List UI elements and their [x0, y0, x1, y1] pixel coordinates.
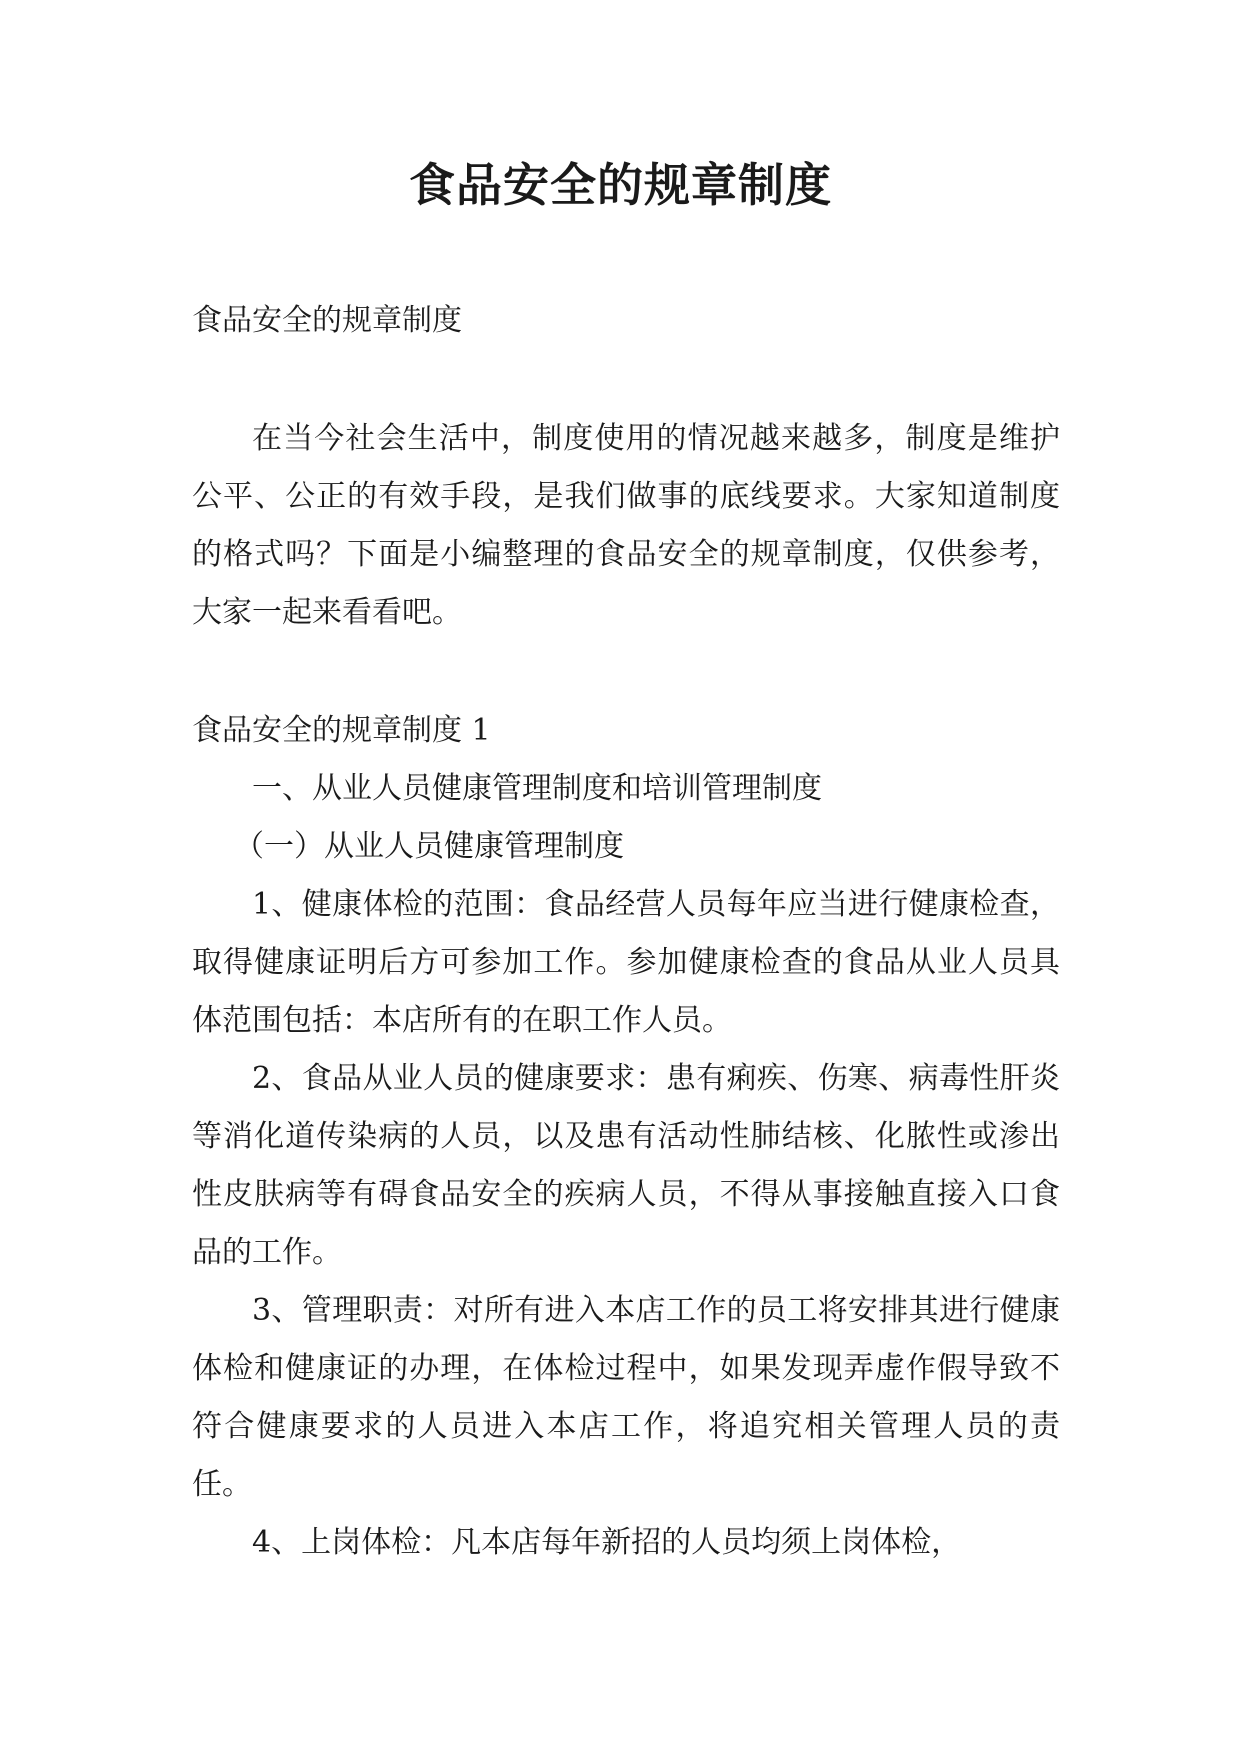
- section-title: 食品安全的规章制度 1: [192, 713, 491, 748]
- heading-level-1: 一、从业人员健康管理制度和培训管理制度: [252, 771, 822, 806]
- paragraph-management-duties: 3、管理职责：对所有进入本店工作的员工将安排其进行健康体检和健康证的办理，在体检过程中，如果发现弄虚作假导致不符合健康要求的人员进入本店工作，将追究相关管理人员的责任。: [192, 1293, 1060, 1502]
- document-title: 食品安全的规章制度: [409, 158, 832, 212]
- intro-paragraph: 在当今社会生活中，制度使用的情况越来越多，制度是维护公平、公正的有效手段，是我们做事的底线要求。大家知道制度的格式吗？下面是小编整理的食品安全的规章制度，仅供参考，大家一起来看看吧。: [192, 421, 1060, 630]
- document-subtitle: 食品安全的规章制度: [192, 303, 462, 338]
- document-body: [192, 292, 1060, 1572]
- paragraph-health-requirements: 2、食品从业人员的健康要求：患有痢疾、伤寒、病毒性肝炎等消化道传染病的人员，以及患有活动性肺结核、化脓性或渗出性皮肤病等有碍食品安全的疾病人员，不得从事接触直接入口食品的工作。: [192, 1061, 1060, 1270]
- heading-level-2: （一）从业人员健康管理制度: [234, 829, 624, 864]
- paragraph-health-check-scope: 1、健康体检的范围：食品经营人员每年应当进行健康检查，取得健康证明后方可参加工作。参加健康检查的食品从业人员具体范围包括：本店所有的在职工作人员。: [192, 887, 1060, 1038]
- paragraph-pre-job-check: 4、上岗体检：凡本店每年新招的人员均须上岗体检，: [252, 1525, 962, 1560]
